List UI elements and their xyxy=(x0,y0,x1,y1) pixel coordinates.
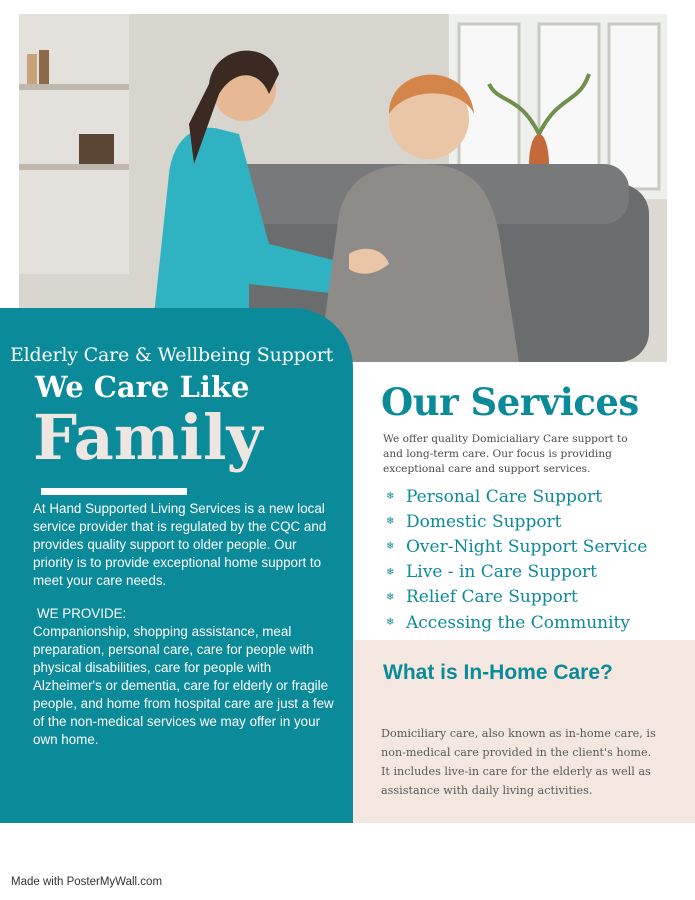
service-item xyxy=(386,560,647,585)
snowflake-bullet-icon: ❄ xyxy=(386,566,395,578)
we-provide-paragraph: Companionship, shopping assistance, meal preparation, personal care, care for people with physical disabilities, care for people with Alzheimer's or dementia, care for elderly or fragile people, and home from hospital care are just a few of the non-medical services we may offer in your own home. xyxy=(33,624,334,747)
service-item xyxy=(386,610,647,635)
tagline: Elderly Care & Wellbeing Support xyxy=(10,344,334,366)
service-item xyxy=(386,484,647,509)
service-item xyxy=(386,534,647,559)
services-description: We offer quality Domicialiary Care support to and long-term care. Our focus is providing exceptional care and support services. xyxy=(383,433,628,475)
headline-line-2: Family xyxy=(33,401,263,474)
snowflake-bullet-icon: ❄ xyxy=(386,491,395,503)
in-home-care-title: What is In-Home Care? xyxy=(383,661,613,684)
in-home-care-text: Domiciliary care, also known as in-home care, is non-medical care provided in the client's home. It includes live-in care for the elderly as well as assistance with daily living activities. xyxy=(381,727,656,797)
service-item xyxy=(386,585,647,610)
we-provide-heading: WE PROVIDE: xyxy=(37,606,127,621)
headline-line-1: We Care Like xyxy=(35,370,250,404)
service-item xyxy=(386,509,647,534)
services-list xyxy=(386,484,647,635)
service-label: Accessing the Community xyxy=(406,612,630,633)
snowflake-bullet-icon: ❄ xyxy=(386,591,395,603)
service-label: Personal Care Support xyxy=(406,486,603,507)
service-label: Over-Night Support Service xyxy=(406,536,648,557)
snowflake-bullet-icon: ❄ xyxy=(386,617,395,629)
services-title: Our Services xyxy=(381,380,639,424)
snowflake-bullet-icon: ❄ xyxy=(386,516,395,528)
service-label: Live - in Care Support xyxy=(406,562,598,583)
snowflake-bullet-icon: ❄ xyxy=(386,541,395,553)
headline-divider xyxy=(41,488,187,495)
footer-credit: Made with PosterMyWall.com xyxy=(11,876,163,888)
service-label: Relief Care Support xyxy=(406,587,578,608)
intro-paragraph: At Hand Supported Living Services is a new local service provider that is regulated by the CQC and provides quality support to older people. Our priority is to provide exceptional home support to meet your care needs. xyxy=(33,501,327,588)
service-label: Domestic Support xyxy=(406,511,562,532)
